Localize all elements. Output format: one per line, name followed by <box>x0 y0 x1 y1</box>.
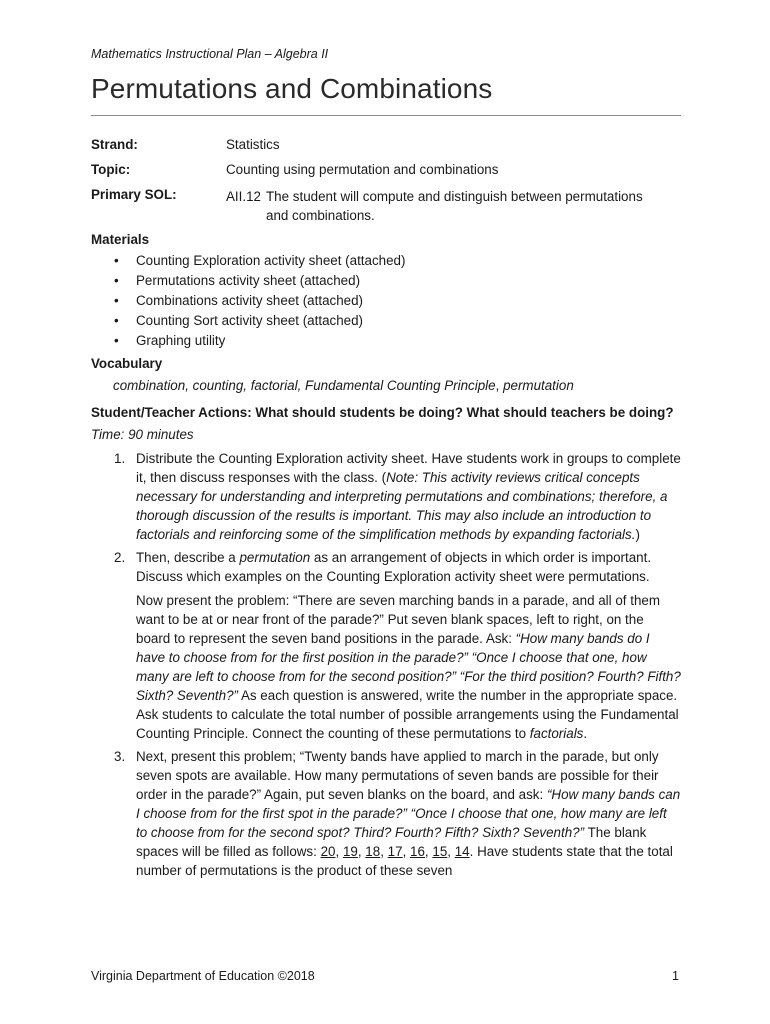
materials-heading: Materials <box>91 232 150 247</box>
blank-value: 15 <box>432 844 448 859</box>
step-2-text-b: Now present the problem: “There are seven marching bands in a parade, and all of them want to be at or near front of the parade?” Put seven blank spaces, left to right, on the board to represent the seven band positions in the parade. Ask: “How many bands do I have to choose from for the first position in the parade?” “Once I choose that one, how many are left to choose from for the second position?” “For the third position? Fourth? Fifth? Sixth? Seventh?” As each question is answered, write the number in the appropriate space. Ask students to calculate the total number of possible arrangements using the Fundamental Counting Principle. Connect the counting of these permutations to factorials. <box>136 593 681 741</box>
blank-value: 16 <box>410 844 425 859</box>
list-item: • Counting Exploration activity sheet (attached) <box>91 251 405 271</box>
topic-label: Topic: <box>91 162 131 177</box>
step-number: 2. <box>114 550 126 565</box>
vocab-terms-a: combination, counting, factorial, Fundamental Counting Principle <box>113 378 496 393</box>
sol-label: Primary SOL: <box>91 187 177 202</box>
sol-line-2: and combinations. <box>266 208 375 223</box>
steps-list <box>91 449 681 884</box>
page-title: Permutations and Combinations <box>91 73 493 104</box>
running-header: Mathematics Instructional Plan – Algebra II <box>91 47 329 61</box>
strand-label: Strand: <box>91 137 138 152</box>
teacher-note: Note: This activity reviews critical concepts necessary for understanding and interpreting permutations and combinations; therefore, a thorough discussion of the results is important. This may also include an introduction to factorials and reinforcing some of the simplification methods by expanding factorials. <box>136 470 668 542</box>
vocab-terms-b: permutation <box>503 378 574 393</box>
question-text: “How many bands can I choose from for the first spot in the parade?” “Once I choose that one, how many are left to choose from for the second spot? Third? Fourth? Fifth? Sixth? Seventh?” <box>136 787 681 840</box>
list-item: • Permutations activity sheet (attached) <box>91 271 405 291</box>
step-number: 3. <box>114 749 126 764</box>
actions-heading: Student/Teacher Actions: What should students be doing? What should teachers be doing? <box>91 405 674 420</box>
blank-value: 18 <box>365 844 381 859</box>
list-item: • Combinations activity sheet (attached) <box>91 291 405 311</box>
vocab-separator: , <box>495 378 504 393</box>
term-factorials: factorials <box>529 726 584 741</box>
blank-value: 19 <box>342 844 358 859</box>
topic-value: Counting using permutation and combinations <box>226 162 499 177</box>
term-permutation: permutation <box>239 550 311 565</box>
time-note: Time: 90 minutes <box>91 427 194 442</box>
list-item <box>91 449 681 544</box>
blank-value: 14 <box>454 844 470 859</box>
footer-copyright: Virginia Department of Education ©2018 <box>91 969 315 983</box>
sol-line-1: The student will compute and distinguish between permutations <box>266 189 643 204</box>
title-divider <box>91 115 681 116</box>
list-item: • Graphing utility <box>91 331 405 351</box>
strand-value: Statistics <box>226 137 280 152</box>
step-2-text-a: Then, describe a permutation as an arrangement of objects in which order is important. Discuss which examples on the Counting Exploration activity sheet were permutations. <box>136 550 652 584</box>
vocabulary-heading: Vocabulary <box>91 356 163 371</box>
sol-code: AII.12 <box>226 189 261 204</box>
list-item <box>91 548 681 743</box>
vocabulary-terms <box>113 378 574 393</box>
question-text: “How many bands do I have to choose from for the first position in the parade?” “Once I choose that one, how many are left to choose from for the second position?” “For the third position? Fourth? Fifth? Sixth? Seventh?” <box>136 631 681 703</box>
step-number: 1. <box>114 451 126 466</box>
list-item: • Counting Sort activity sheet (attached) <box>91 311 405 331</box>
materials-list <box>91 251 405 351</box>
blank-value: 20 <box>320 844 336 859</box>
page-number: 1 <box>672 969 679 983</box>
sol-text <box>226 187 681 225</box>
blank-value: 17 <box>387 844 403 859</box>
list-item <box>91 747 681 880</box>
step-3-text: Next, present this problem; “Twenty bands have applied to march in the parade, but only seven spots are available. How many permutations of seven bands are possible for their order in the parade?” Again, put seven blanks on the board, and ask: “How many bands can I choose from for the first spot in the parade?” “Once I choose that one, how many are left to choose from for the second spot? Third? Fourth? Fifth? Sixth? Seventh?” The blank spaces will be filled as follows: 20, 19, 18, 17, 16, 15, 14. Have students state that the total number of permutations is the product of these seven <box>136 749 681 878</box>
step-1-text: Distribute the Counting Exploration activity sheet. Have students work in groups to complete it, then discuss responses with the class. (Note: This activity reviews critical concepts necessary for understanding and interpreting permutations and combinations; therefore, a thorough discussion of the results is important. This may also include an introduction to factorials and reinforcing some of the simplification methods by expanding factorials.) <box>136 451 681 542</box>
